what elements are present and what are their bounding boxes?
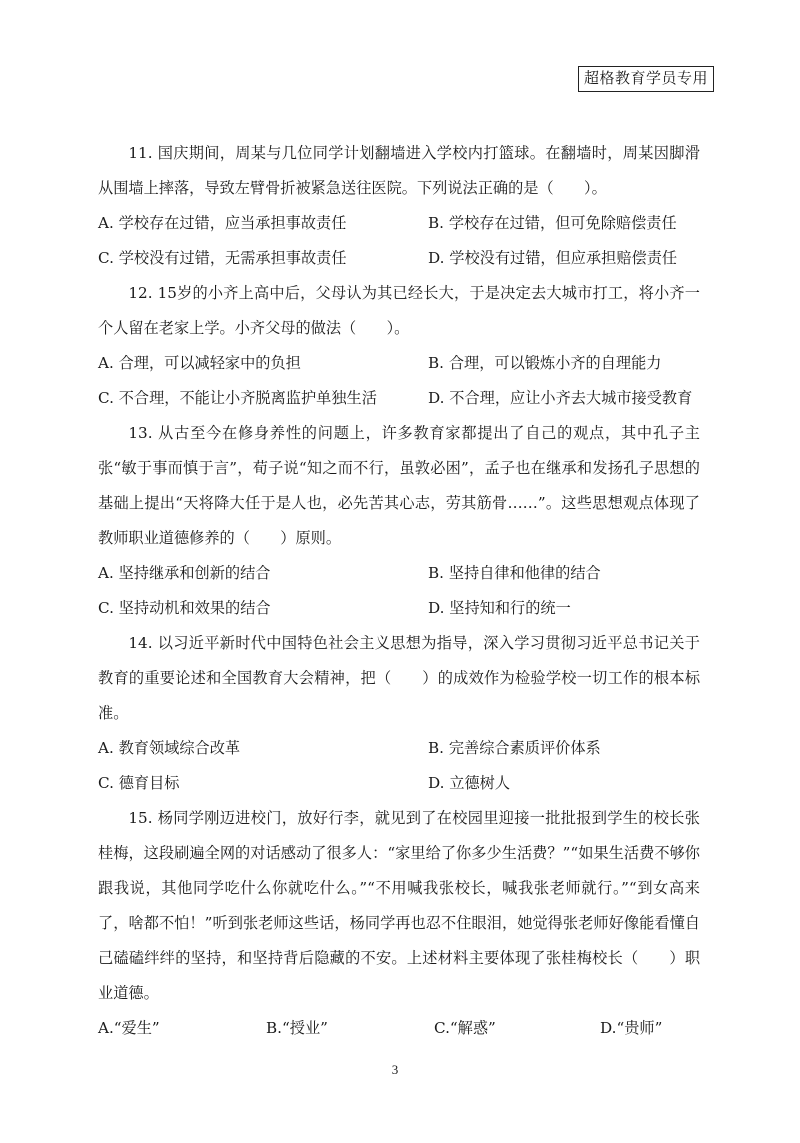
option-a: A. 合理，可以减轻家中的负担 (98, 354, 301, 372)
question-11 (98, 136, 700, 276)
option-row (98, 1011, 700, 1046)
option-a: A. 学校存在过错，应当承担事故责任 (98, 214, 347, 232)
option-b: B. 完善综合素质评价体系 (428, 739, 601, 757)
question-stem: 14. 以习近平新时代中国特色社会主义思想为指导，深入学习贯彻习近平总书记关于教育的重要论述和全国教育大会精神，把（ ）的成效作为检验学校一切工作的根本标准。 (98, 634, 700, 722)
option-d: D. 坚持知和行的统一 (428, 599, 571, 617)
question-13 (98, 416, 700, 626)
option-grid (98, 556, 700, 626)
page-number: 3 (391, 1062, 399, 1077)
question-stem: 15. 杨同学刚迈进校门，放好行李，就见到了在校园里迎接一批批报到学生的校长张桂梅，这段刷遍全网的对话感动了很多人：“家里给了你多少生活费？”“如果生活费不够你跟我说，其他同学吃什么你就吃什么。”“不用喊我张校长，喊我张老师就行。”“到女高来了，啥都不怕！”听到张老师这些话，杨同学再也忍不住眼泪，她觉得张老师好像能看懂自己磕磕绊绊的坚持，和坚持背后隐藏的不安。上述材料主要体现了张桂梅校长（ ）职业道德。 (98, 809, 700, 1002)
option-c: C. 坚持动机和效果的结合 (98, 599, 271, 617)
watermark-stamp: 超格教育学员专用 (578, 66, 714, 92)
option-b: B. 坚持自律和他律的结合 (428, 564, 601, 582)
option-b: B. 学校存在过错，但可免除赔偿责任 (428, 214, 677, 232)
option-b: B.“授业” (266, 1019, 328, 1037)
question-stem: 11. 国庆期间，周某与几位同学计划翻墙进入学校内打篮球。在翻墙时，周某因脚滑从围墙上摔落，导致左臂骨折被紧急送往医院。下列说法正确的是（ ）。 (98, 144, 700, 197)
option-d: D.“贵师” (600, 1019, 663, 1037)
option-c: C. 学校没有过错，无需承担事故责任 (98, 249, 347, 267)
option-d: D. 不合理，应让小齐去大城市接受教育 (428, 389, 693, 407)
question-14 (98, 626, 700, 801)
option-d: D. 学校没有过错，但应承担赔偿责任 (428, 249, 678, 267)
question-12 (98, 276, 700, 416)
question-stem: 12. 15岁的小齐上高中后，父母认为其已经长大，于是决定去大城市打工，将小齐一个人留在老家上学。小齐父母的做法（ ）。 (98, 284, 700, 337)
option-a: A. 坚持继承和创新的结合 (98, 564, 271, 582)
option-grid (98, 346, 700, 416)
option-grid (98, 206, 700, 276)
question-stem: 13. 从古至今在修身养性的问题上，许多教育家都提出了自己的观点，其中孔子主张“敏于事而慎于言”，荀子说“知之而不行，虽敦必困”，孟子也在继承和发扬孔子思想的基础上提出“天将降大任于是人也，必先苦其心志，劳其筋骨……”。这些思想观点体现了教师职业道德修养的（ ）原则。 (98, 424, 700, 547)
option-a: A. 教育领域综合改革 (98, 739, 241, 757)
option-b: B. 合理，可以锻炼小齐的自理能力 (428, 354, 662, 372)
option-c: C. 不合理，不能让小齐脱离监护单独生活 (98, 389, 377, 407)
option-a: A.“爱生” (98, 1019, 160, 1037)
question-15 (98, 801, 700, 1046)
option-grid (98, 731, 700, 801)
option-c: C. 德育目标 (98, 774, 180, 792)
question-list (98, 136, 700, 1046)
option-d: D. 立德树人 (428, 774, 511, 792)
option-c: C.“解惑” (434, 1019, 496, 1037)
